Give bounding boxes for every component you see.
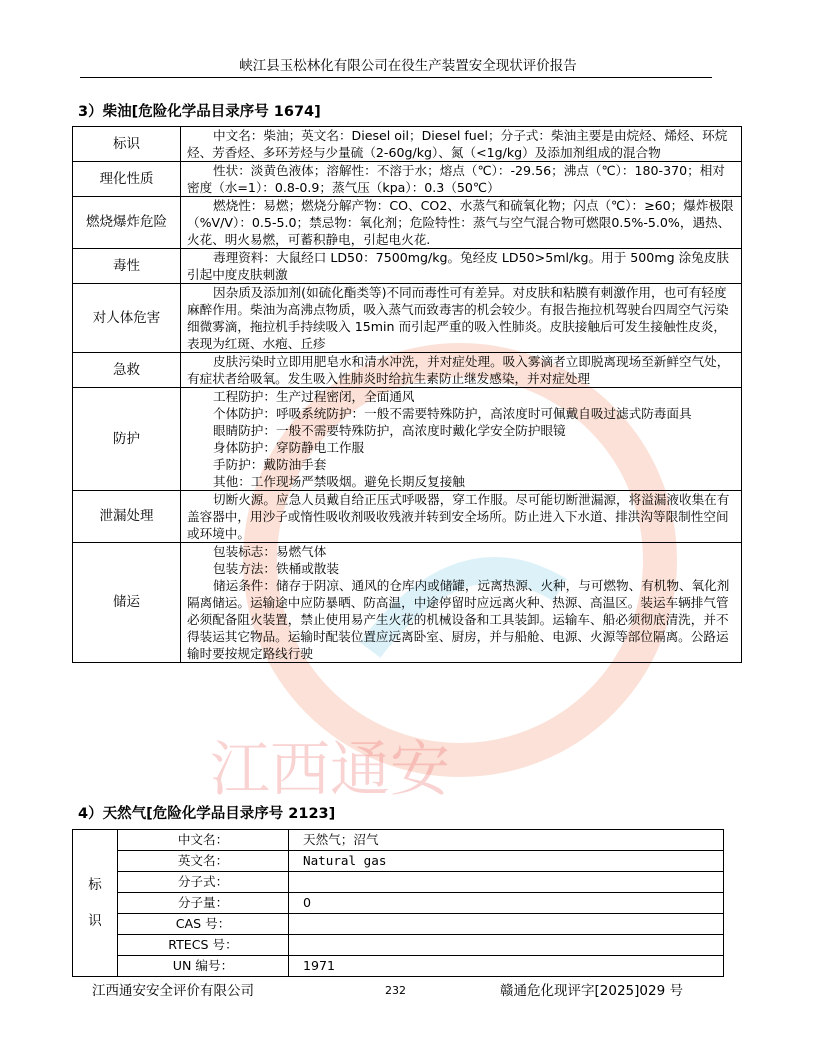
diesel-row-label: 储运 bbox=[73, 543, 181, 663]
gas-field-key: 英文名： bbox=[118, 851, 289, 872]
diesel-row-paragraph: 储运条件：储存于阴凉、通风的仓库内或储罐，远离热源、火种，与可燃物、有机物、氧化剂隔离储运。运输途中应防暴晒、防高温，中途停留时应远离火种、热源、高温区。装运车辆排气管必须配备阻火装置，禁止使用易产生火花的机械设备和工具装卸。运输车、船必须彻底清洗，并不得装运其它物品。运输时配装位置应远离卧室、厨房，并与船舱、电源、火源等部位隔离。公路运输时要按规定路线行驶 bbox=[187, 578, 730, 661]
diesel-row-paragraph: 包装标志：易燃气体 bbox=[213, 544, 327, 559]
footer-report-ref: 赣通危化现评字[2025]029 号 bbox=[500, 983, 683, 999]
gas-field-value: 1971 bbox=[289, 956, 724, 977]
diesel-row-label: 急救 bbox=[73, 353, 181, 388]
gas-row bbox=[73, 851, 724, 872]
diesel-row-label: 防护 bbox=[73, 388, 181, 491]
diesel-row bbox=[73, 388, 742, 491]
gas-field-key: 分子式： bbox=[118, 872, 289, 893]
section-title-natural-gas: 4）天然气[危险化学品目录序号 2123] bbox=[78, 806, 336, 822]
diesel-row-paragraph: 中文名：柴油；英文名：Diesel oil；Diesel fuel；分子式：柴油主要是由烷烃、烯烃、环烷烃、芳香烃、多环芳烃与少量硫（2-60g/kg）、氮（<1g/kg）及添加剂组成的混合物 bbox=[187, 128, 728, 160]
diesel-row-paragraph: 包装方法：铁桶或散装 bbox=[213, 561, 339, 576]
gas-row bbox=[73, 956, 724, 977]
diesel-row-label: 标识 bbox=[73, 127, 181, 162]
gas-field-key: UN 编号： bbox=[118, 956, 289, 977]
diesel-row bbox=[73, 249, 742, 284]
gas-side-label bbox=[73, 830, 118, 977]
gas-field-key: CAS 号： bbox=[118, 914, 289, 935]
diesel-row-paragraph: 切断火源。应急人员戴自给正压式呼吸器，穿工作服。尽可能切断泄漏源，将溢漏液收集在有盖容器中，用沙子或惰性吸收剂吸收残液并转到安全场所。防止进入下水道、排洪沟等限制性空间或环境中。 bbox=[187, 492, 730, 541]
header-rule bbox=[80, 77, 712, 78]
gas-field-value bbox=[289, 872, 724, 893]
diesel-row-value bbox=[181, 284, 742, 353]
gas-row bbox=[73, 872, 724, 893]
diesel-msds-table bbox=[72, 126, 742, 663]
diesel-row-paragraph: 燃烧性：易燃；燃烧分解产物：CO、CO2、水蒸气和硫氧化物；闪点（℃）：≥60；爆炸极限（%V/V）：0.5-5.0；禁忌物：氧化剂；危险特性：蒸气与空气混合物可燃限0.5%-5.0%，遇热、火花、明火易燃，可蓄积静电，引起电火花. bbox=[187, 198, 734, 247]
diesel-row-label: 理化性质 bbox=[73, 162, 181, 197]
diesel-row bbox=[73, 543, 742, 663]
diesel-row-paragraph: 眼睛防护：一般不需要特殊防护，高浓度时戴化学安全防护眼镜 bbox=[213, 423, 566, 438]
gas-field-key: RTECS 号： bbox=[118, 935, 289, 956]
diesel-row-label: 毒性 bbox=[73, 249, 181, 284]
diesel-row-paragraph: 身体防护：穿防静电工作服 bbox=[213, 440, 365, 455]
diesel-row-paragraph: 皮肤污染时立即用肥皂水和清水冲洗，并对症处理。吸入雾滴者立即脱离现场至新鲜空气处，有症状者给吸氧。发生吸入性肺炎时给抗生素防止继发感染，并对症处理 bbox=[187, 354, 730, 386]
gas-row bbox=[73, 935, 724, 956]
diesel-row-label: 对人体危害 bbox=[73, 284, 181, 353]
gas-field-value: 0 bbox=[289, 893, 724, 914]
diesel-row bbox=[73, 197, 742, 249]
diesel-row-paragraph: 工程防护：生产过程密闭，全面通风 bbox=[213, 389, 415, 404]
diesel-row bbox=[73, 353, 742, 388]
gas-field-value bbox=[289, 914, 724, 935]
diesel-row-paragraph: 其他：工作现场严禁吸烟。避免长期反复接触 bbox=[213, 474, 465, 489]
diesel-row bbox=[73, 127, 742, 162]
natural-gas-id-table bbox=[72, 829, 724, 977]
section-title-diesel: 3）柴油[危险化学品目录序号 1674] bbox=[78, 104, 321, 120]
diesel-row bbox=[73, 491, 742, 543]
gas-field-key: 分子量： bbox=[118, 893, 289, 914]
diesel-row-value bbox=[181, 491, 742, 543]
footer-company: 江西通安安全评价有限公司 bbox=[92, 983, 254, 999]
diesel-row-paragraph: 个体防护：呼吸系统防护：一般不需要特殊防护，高浓度时可佩戴自吸过滤式防毒面具 bbox=[213, 406, 692, 421]
diesel-row-value bbox=[181, 249, 742, 284]
gas-field-value: Natural gas bbox=[289, 851, 724, 872]
gas-row bbox=[73, 830, 724, 851]
diesel-row-label: 泄漏处理 bbox=[73, 491, 181, 543]
watermark-text: 江西通安 bbox=[210, 735, 450, 805]
diesel-row-label: 燃烧爆炸危险 bbox=[73, 197, 181, 249]
gas-field-value: 天然气；沼气 bbox=[289, 830, 724, 851]
diesel-row bbox=[73, 162, 742, 197]
diesel-row-paragraph: 性状：淡黄色液体；溶解性：不溶于水；熔点（℃）：-29.56；沸点（℃）：180-370；相对密度（水=1）：0.8-0.9；蒸气压（kpa）：0.3（50℃） bbox=[187, 163, 725, 195]
diesel-row-value bbox=[181, 197, 742, 249]
report-header-title: 峡江县玉松林化有限公司在役生产装置安全现状评价报告 bbox=[239, 58, 577, 74]
diesel-row-value bbox=[181, 127, 742, 162]
diesel-row-value bbox=[181, 388, 742, 491]
diesel-row-paragraph: 因杂质及添加剂(如硫化酯类等)不同而毒性可有差异。对皮肤和粘膜有刺激作用，也可有轻度麻醉作用。柴油为高沸点物质，吸入蒸气而致毒害的机会较少。有报告拖拉机驾驶台四周空气污染细微雾滴，拖拉机手持续吸入 15min 而引起严重的吸入性肺炎。皮肤接触后可发生接触性皮炎，表现为红斑、水疱、丘疹 bbox=[187, 285, 729, 351]
diesel-row bbox=[73, 284, 742, 353]
diesel-row-value bbox=[181, 543, 742, 663]
gas-field-key: 中文名： bbox=[118, 830, 289, 851]
gas-row bbox=[73, 893, 724, 914]
gas-row bbox=[73, 914, 724, 935]
diesel-row-value bbox=[181, 162, 742, 197]
diesel-row-paragraph: 毒理资料：大鼠经口 LD50：7500mg/kg。兔经皮 LD50>5ml/kg。用于 500mg 涂兔皮肤引起中度皮肤刺激 bbox=[187, 250, 729, 282]
gas-field-value bbox=[289, 935, 724, 956]
gas-side-label-char: 标 bbox=[88, 877, 102, 893]
diesel-row-paragraph: 手防护：戴防油手套 bbox=[213, 457, 327, 472]
diesel-row-value bbox=[181, 353, 742, 388]
gas-side-label-char: 识 bbox=[88, 913, 102, 929]
footer-page-number: 232 bbox=[385, 984, 406, 997]
